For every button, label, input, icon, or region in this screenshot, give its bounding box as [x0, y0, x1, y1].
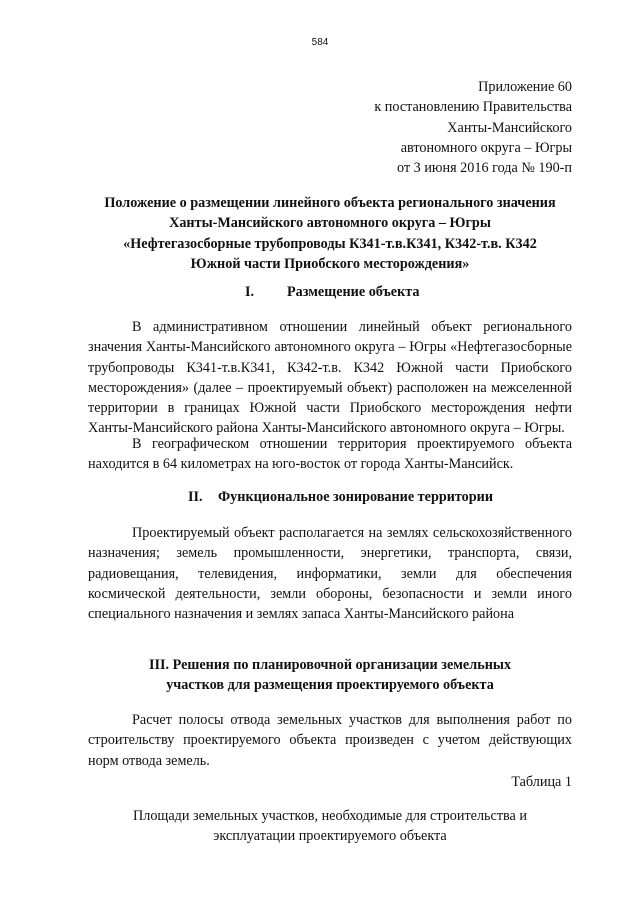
appendix-line: Приложение 60 — [478, 79, 572, 95]
document-title — [60, 193, 600, 274]
title-line: «Нефтегазосборные трубопроводы К341-т.в.К341, К342-т.в. К342 — [123, 235, 537, 252]
table-caption-line: Площади земельных участков, необходимые для строительства и — [133, 808, 527, 824]
section-title: Размещение объекта — [287, 284, 420, 300]
section-3-heading — [88, 655, 572, 696]
section-number: II. — [188, 489, 203, 505]
section-3-paragraph: Расчет полосы отвода земельных участков для выполнения работ по строительству проектируемого объекта произведен с учетом действующих норм отвода земель. — [88, 712, 572, 769]
section-2-paragraph: Проектируемый объект располагается на землях сельскохозяйственного назначения; земель промышленности, энергетики, транспорта, связи, радиовещания, телевидения, информатики, земли для обеспечения космической деятельности, земли обороны, безопасности и земли иного специального назначения и землях запаса Ханты-Мансийского района — [88, 525, 572, 623]
section-1-paragraph: В административном отношении линейный объект регионального значения Ханты-Мансийского автономного округа – Югры «Нефтегазосборные трубопроводы К341-т.в.К341, К342-т.в. К342 Южной части Приобского месторождения» (далее – проектируемый объект) расположен на межселенной территории в границах Южной части Приобского месторождения нефти Ханты-Мансийского района Ханты-Мансийского автономного округа – Югры. — [88, 319, 572, 437]
section-3-heading-line: участков для размещения проектируемого объекта — [166, 677, 494, 694]
section-1-paragraph: В географическом отношении территория проектируемого объекта находится в 64 километрах на юго-восток от города Ханты-Мансийск. — [88, 436, 572, 473]
title-line: Ханты-Мансийского автономного округа – Югры — [169, 215, 491, 232]
section-3-heading-line: III. Решения по планировочной организации земельных — [148, 657, 512, 673]
title-line: Положение о размещении линейного объекта регионального значения — [104, 195, 556, 211]
appendix-block — [374, 77, 572, 178]
table-label: Таблица 1 — [511, 774, 572, 790]
table-caption-line: эксплуатации проектируемого объекта — [213, 828, 447, 845]
title-line: Южной части Приобского месторождения» — [190, 255, 470, 272]
table-caption — [88, 806, 572, 847]
appendix-line: от 3 июня 2016 года № 190-п — [397, 160, 572, 177]
page-number: 584 — [311, 37, 329, 48]
section-title: Функциональное зонирование территории — [218, 489, 494, 505]
appendix-line: автономного округа – Югры — [400, 139, 572, 156]
appendix-line: Ханты-Мансийского — [447, 119, 572, 136]
appendix-line: к постановлению Правительства — [374, 99, 572, 116]
section-number: I. — [245, 284, 255, 300]
